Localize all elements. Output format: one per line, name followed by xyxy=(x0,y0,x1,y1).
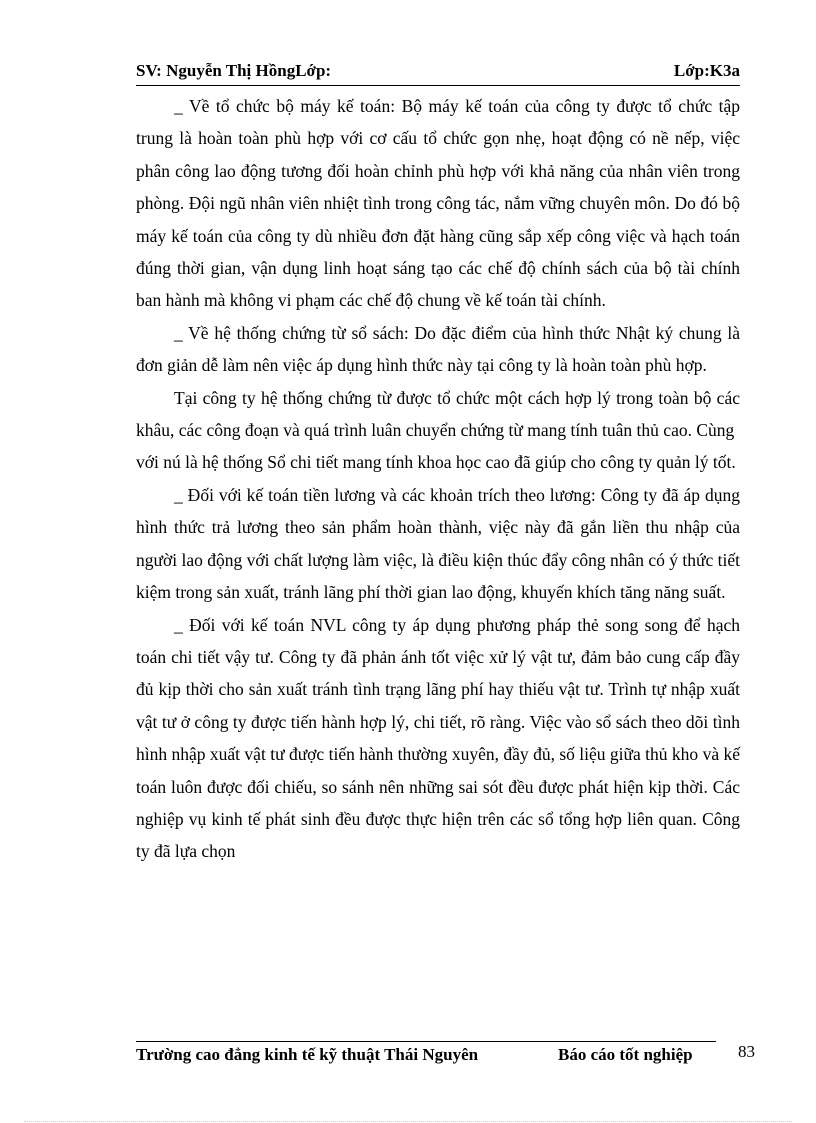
header-class: Lớp:K3a xyxy=(673,61,740,80)
paragraph-voucher-organization: Tại công ty hệ thống chứng từ được tổ chức một cách hợp lý trong toàn bộ các khâu, các công đoạn và quá trình luân chuyển chứng từ mang tính tuân thủ cao. Cùng xyxy=(136,387,740,441)
paragraph-materials-accounting: _ Đối với kế toán NVL công ty áp dụng phương pháp thẻ song song để hạch toán chi tiết vậy tư. Công ty đã phản ánh tốt việc xử lý vật tư, đảm bảo cung cấp đầy đủ kịp thời cho sản xuất tránh tình trạng lãng phí hay thiếu vật tư. Trình tự nhập xuất vật tư ở công ty được tiến hành hợp lý, chi tiết, rõ ràng. Việc vào sổ sách theo dõi tình hình nhập xuất vật tư được tiến hành thường xuyên, đầy đủ, số liệu giữa thủ kho và kế toán luôn được đối chiếu, so sánh nên những sai sót đều được phát hiện kịp thời. Các nghiệp vụ kinh tế phát sinh đều được thực hiện trên các sổ tổng hợp liên quan. Công ty đã lựa chọn xyxy=(136,614,740,862)
paragraph-detail-ledger: với nú là hệ thống Sổ chi tiết mang tính khoa học cao đã giúp cho công ty quản lý tốt. xyxy=(136,452,736,473)
footer-divider xyxy=(136,1041,716,1042)
page-number: 83 xyxy=(738,1042,755,1061)
header-student: SV: Nguyễn Thị HồngLớp: xyxy=(136,61,332,80)
paragraph-salary-accounting: _ Đối với kế toán tiền lương và các khoản trích theo lương: Công ty đã áp dụng hình thức trả lương theo sản phẩm hoàn thành, việc này đã gắn liền thu nhập của người lao động với chất lượng làm việc, là điều kiện thúc đẩy công nhân có ý thức tiết kiệm trong sản xuất, tránh lãng phí thời gian lao động, khuyến khích tăng năng suất. xyxy=(136,484,740,603)
page-header xyxy=(136,61,740,85)
footer-school: Trường cao đẳng kinh tế kỹ thuật Thái Nguyên xyxy=(136,1045,479,1064)
paragraph-document-system: _ Về hệ thống chứng từ sổ sách: Do đặc điểm của hình thức Nhật ký chung là đơn giản dễ làm nên việc áp dụng hình thức này tại công ty là hoàn toàn phù hợp. xyxy=(136,322,740,376)
page-bottom-border xyxy=(24,1121,792,1122)
footer-report-type: Báo cáo tốt nghiệp xyxy=(558,1045,693,1064)
page-footer xyxy=(136,1045,736,1071)
paragraph-accounting-organization: _ Về tổ chức bộ máy kế toán: Bộ máy kế toán của công ty được tổ chức tập trung là hoàn toàn phù hợp với cơ cấu tổ chức gọn nhẹ, hoạt động có nề nếp, việc phân công lao động tương đối hoàn chỉnh phù hợp với khả năng của nhân viên trong phòng. Đội ngũ nhân viên nhiệt tình trong công tác, nắm vững chuyên môn. Do đó bộ máy kế toán của công ty dù nhiều đơn đặt hàng cũng sắp xếp công việc và hạch toán đúng thời gian, vận dụng linh hoạt sáng tạo các chế độ chính sách của bộ tài chính ban hành mà không vi phạm các chế độ chung về kế toán tài chính. xyxy=(136,96,740,311)
header-divider xyxy=(136,85,740,86)
body-text xyxy=(136,90,740,868)
